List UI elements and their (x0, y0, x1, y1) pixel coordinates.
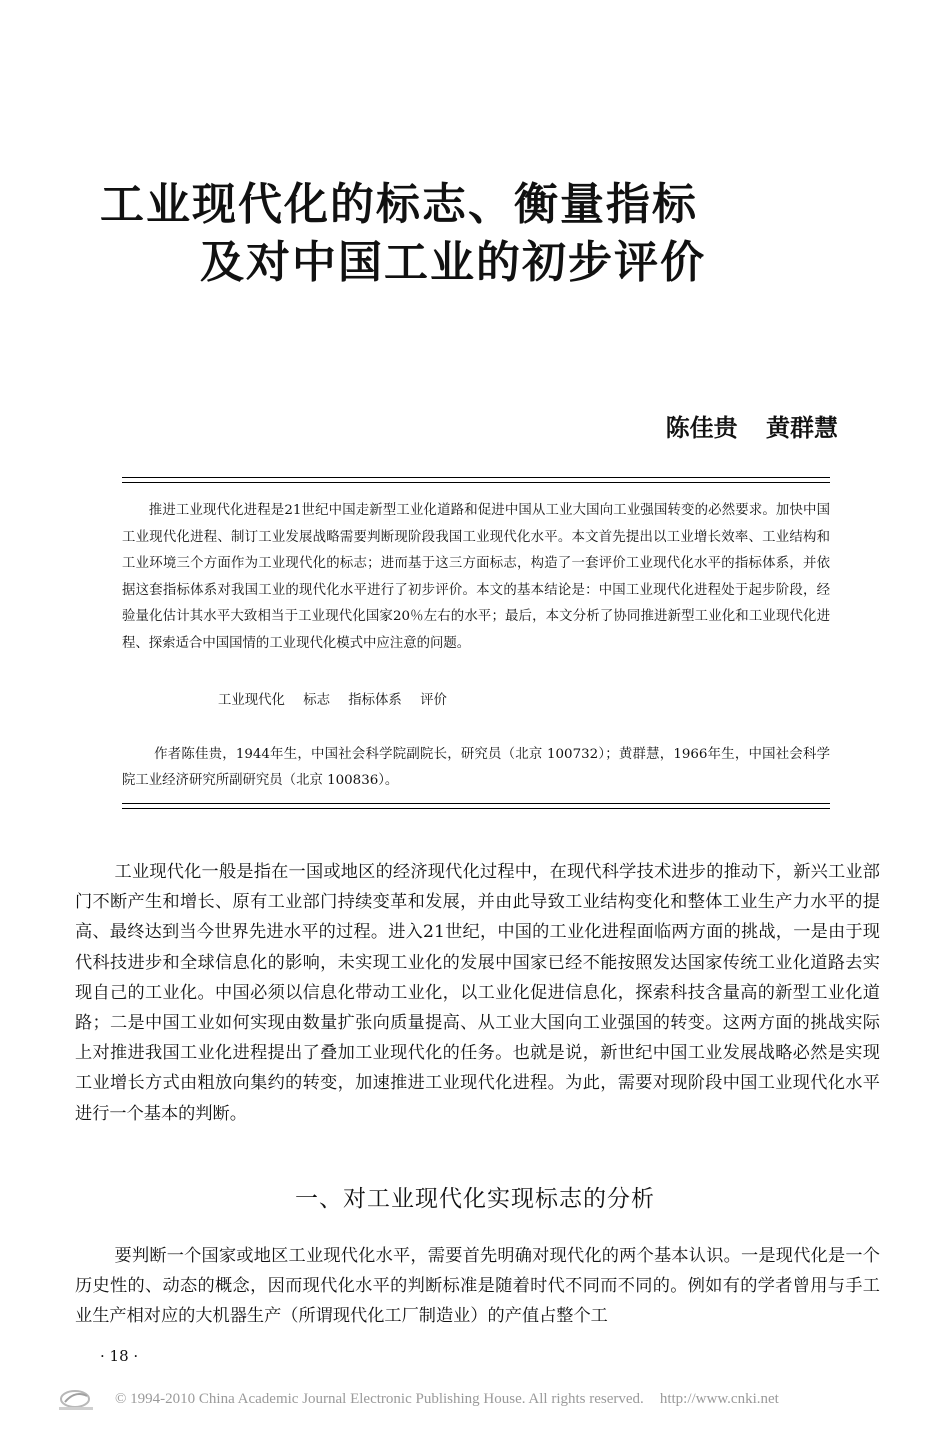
author-names: 陈佳贵 黄群慧 (665, 413, 838, 442)
title-line-1: 工业现代化的标志、衡量指标 (100, 179, 698, 230)
footer (55, 1385, 895, 1413)
copyright-text: © 1994-2010 China Academic Journal Electronic Publishing House. All rights reserved. (115, 1390, 644, 1407)
author-info: 作者陈佳贵，1944年生，中国社会科学院副院长，研究员（北京 100732）；黄群慧，1966年生，中国社会科学院工业经济研究所副研究员（北京 100836）。 (122, 747, 830, 788)
keywords: 工业现代化 标志 指标体系 评价 (218, 693, 447, 708)
cnki-logo-icon (55, 1386, 101, 1412)
section-heading: 一、对工业现代化实现标志的分析 (295, 1186, 655, 1212)
top-rule-inner (122, 482, 830, 483)
bottom-rule-inner (122, 808, 830, 809)
body-paragraph-2: 要判断一个国家或地区工业现代化水平，需要首先明确对现代化的两个基本认识。一是现代化是一个历史性的、动态的概念，因而现代化水平的判断标准是随着时代不同而不同的。例如有的学者曾用与手工业生产相对应的大机器生产（所谓现代化工厂制造业）的产值占整个工 (75, 1246, 880, 1327)
body-paragraph-1: 工业现代化一般是指在一国或地区的经济现代化过程中，在现代科学技术进步的推动下，新兴工业部门不断产生和增长、原有工业部门持续变革和发展，并由此导致工业结构变化和整体工业生产力水平的提高、最终达到当今世界先进水平的过程。进入21世纪，中国的工业化进程面临两方面的挑战，一是由于现代科技进步和全球信息化的影响，未实现工业化的发展中国家已经不能按照发达国家传统工业化道路去实现自己的工业化。中国必须以信息化带动工业化，以工业化促进信息化，探索科技含量高的新型工业化道路；二是中国工业如何实现由数量扩张向质量提高、从工业大国向工业强国的转变。这两方面的挑战实际上对推进我国工业化进程提出了叠加工业现代化的任务。也就是说，新世纪中国工业发展战略必然是实现工业增长方式由粗放向集约的转变，加速推进工业现代化进程。为此，需要对现阶段中国工业现代化水平进行一个基本的判断。 (75, 862, 880, 1124)
bottom-rule-outer (122, 803, 830, 804)
abstract: 推进工业现代化进程是21世纪中国走新型工业化道路和促进中国从工业大国向工业强国转变的必然要求。加快中国工业现代化进程、制订工业发展战略需要判断现阶段我国工业现代化水平。本文首先提出以工业增长效率、工业结构和工业环境三个方面作为工业现代化的标志；进而基于这三方面标志，构造了一套评价工业现代化水平的指标体系，并依据这套指标体系对我国工业的现代化水平进行了初步评价。本文的基本结论是：中国工业现代化进程处于起步阶段，经验量化估计其水平大致相当于工业现代化国家20％左右的水平；最后，本文分析了协同推进新型工业化和工业现代化进程、探索适合中国国情的工业现代化模式中应注意的问题。 (122, 503, 830, 651)
cnki-link[interactable]: http://www.cnki.net (659, 1390, 779, 1407)
top-rule-outer (122, 477, 830, 478)
page-number: · 18 · (100, 1347, 139, 1365)
article-title (100, 176, 840, 292)
title-line-2: 及对中国工业的初步评价 (200, 237, 706, 288)
